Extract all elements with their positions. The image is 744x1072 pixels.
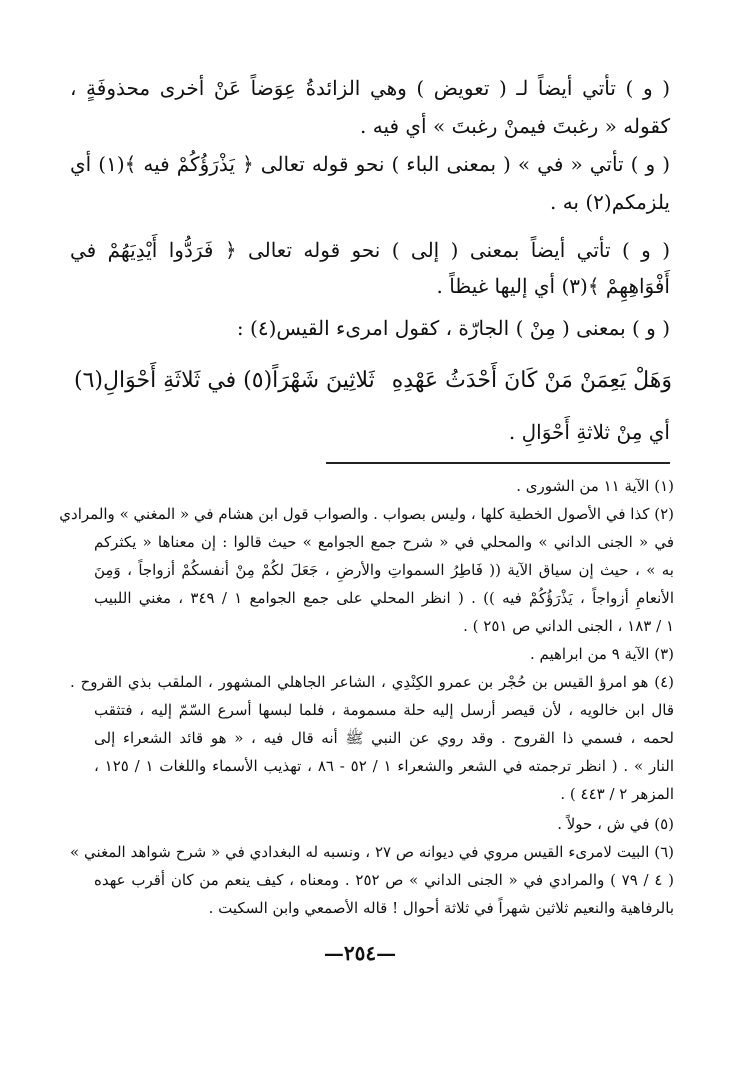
footnote-line: (٤) هو امرؤ القيس بن حُجْر بن عمرو الكِنْدِي ، الشاعر الجاهلي المشهور ، الملقب بذي القروح . [70, 673, 674, 691]
footnote-line: الأنعامِ أزواجاً ، يَذْرَؤُكُمْ فيه )) . ( انظر المحلي على جمع الجوامع ١ / ٣٤٩ ، مغني اللبيب [94, 589, 674, 607]
footnote-line: المزهر ٢ / ٤٤٣ ) . [560, 785, 674, 803]
footnote-line: ( ٤ / ٧٩ ) والمرادي في « الجنى الداني » ص ٢٥٢ . ومعناه ، كيف ينعم من كان أقرب عهده [94, 871, 674, 889]
footnote-line: قال ابن خالويه ، لأن قيصر أرسل إليه حلة مسمومة ، فلما لبسها أسرع السّمّ إليه ، فتثقب [94, 701, 674, 719]
footnote-line: (١) الآية ١١ من الشورى . [516, 477, 674, 495]
footnote-line: بالرفاهية والنعيم ثلاثين شهراً في ثلاثة أحوال ! قاله الأصمعي وابن السكيت . [208, 899, 674, 917]
poem-hemistich-first: وَهَلْ يَعِمَنْ مَنْ كَانَ أَحْدَثُ عَهْدِهِ [391, 368, 672, 393]
poem-verse [74, 364, 672, 400]
text-line: أي مِنْ ثلاثةِ أَحْوَالِ . [508, 420, 670, 444]
footnote-divider [326, 462, 670, 464]
footnote-line: لحمه ، فسمي ذا القروح . وقد روي عن النبي ﷺ أنه قال فيه ، « هو قائد الشعراء إلى [94, 729, 674, 747]
text-line: أَفْوَاهِهِمْ ﴾(٣) أي إليها غيظاً . [436, 274, 670, 298]
text-line: ( و ) تأتي « في » ( بمعنى الباء ) نحو قوله تعالى ﴿ يَذْرَؤُكُمْ فيه ﴾(١) أي [70, 152, 670, 176]
text-line: ( و ) تأتي أيضاً لـ ( تعويض ) وهي الزائدةُ عِوَضاً عَنْ أخرى محذوفَةٍ ، [70, 76, 670, 100]
footnote-line: به » ، حيث إن سياق الآية (( فَاطِرُ السمواتِ والأرضِ ، جَعَلَ لكُمْ مِنْ أنفسكُمْ أزواجاً ، وَمِنَ [94, 561, 674, 579]
footnote-line: (٦) البيت لامرىء القيس مروي في ديوانه ص ٢٧ ، ونسبه له البغدادي في « شرح شواهد المغني » [70, 843, 674, 861]
text-line: ( و ) تأتي أيضاً بمعنى ( إلى ) نحو قوله تعالى ﴿ فَرَدُّوا أَيْدِيَهُمْ في [70, 238, 670, 262]
poem-hemistich-second: ثَلاثِينَ شَهْرَاً(٥) في ثَلاثَةِ أَحْوَالِ(٦) [74, 368, 375, 393]
footnote-line: ١ / ١٨٣ ، الجنى الداني ص ٢٥١ ) . [463, 617, 674, 635]
text-line: ( و ) بمعنى ( مِنْ ) الجارّة ، كقول امرىء القيس(٤) : [236, 316, 670, 340]
footnote-line: (٣) الآية ٩ من ابراهيم . [529, 645, 674, 663]
footnote-line: (٥) في ش ، حولاً . [557, 815, 674, 833]
text-line: يلزمكم(٢) به . [549, 190, 670, 214]
page-number: —٢٥٤— [323, 941, 397, 965]
text-line: كقوله « رغبتَ فيمنْ رغبتَ » أي فيه . [360, 114, 670, 138]
footnote-line: في « الجنى الداني » والمحلي في « شرح جمع الجوامع » حيث قالوا : إن معناها « يكثركم [94, 533, 674, 551]
footnote-line: (٢) كذا في الأصول الخطية كلها ، وليس بصواب . والصواب قول ابن هشام في « المغني » والمرادي [59, 505, 674, 523]
footnote-line: النار » . ( انظر ترجمته في الشعر والشعراء ١ / ٥٢ - ٨٦ ، تهذيب الأسماء واللغات ١ / ١٢٥ ، [94, 757, 675, 775]
